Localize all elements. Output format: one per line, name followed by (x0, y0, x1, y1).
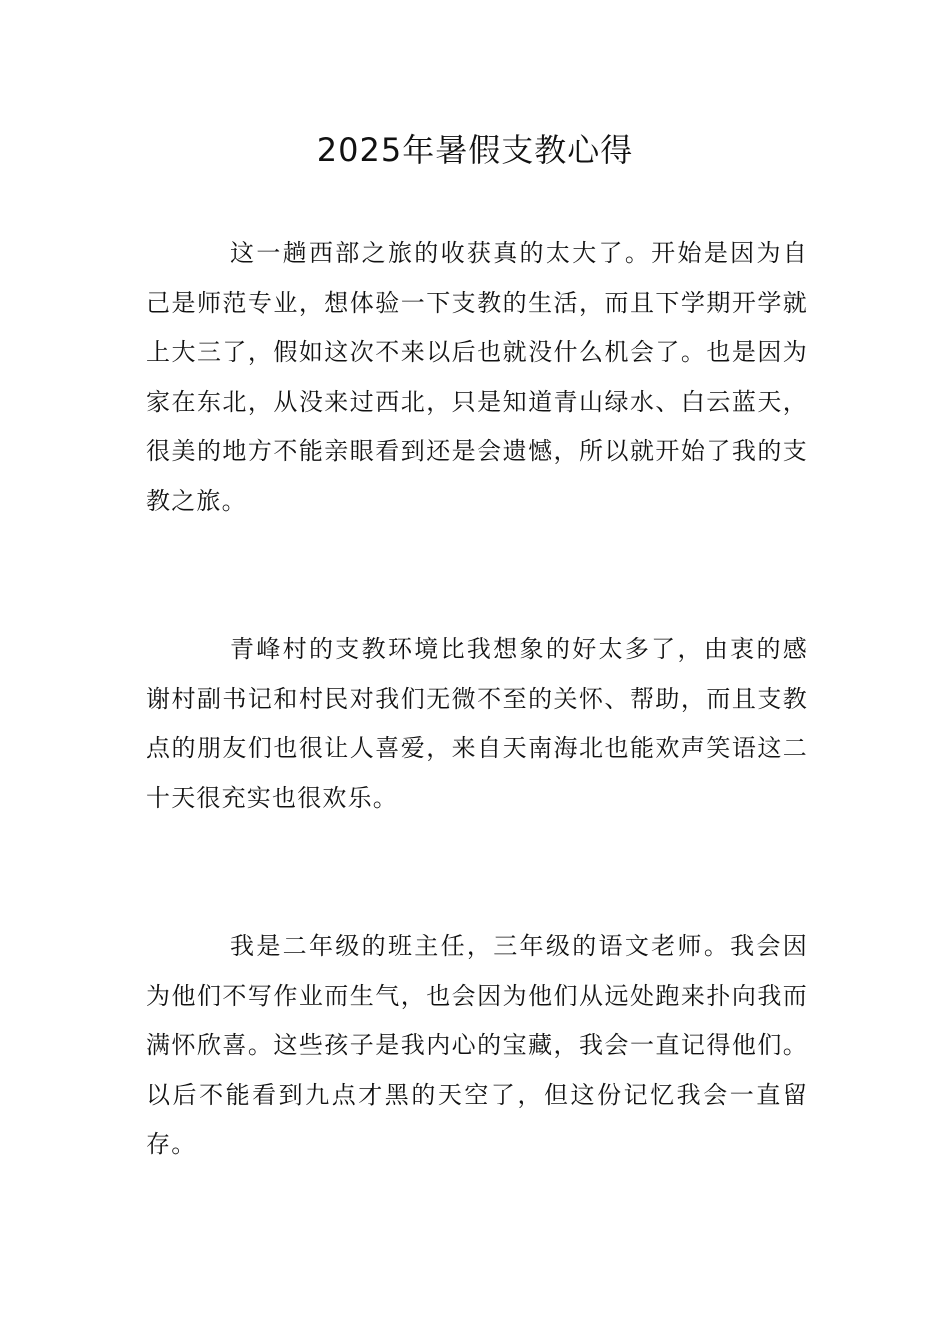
paragraph-2: 青峰村的支教环境比我想象的好太多了，由衷的感谢村副书记和村民对我们无微不至的关怀、帮助，而且支教点的朋友们也很让人喜爱，来自天南海北也能欢声笑语这二十天很充实也很欢乐。 (146, 635, 808, 812)
paragraph-3: 我是二年级的班主任，三年级的语文老师。我会因为他们不写作业而生气，也会因为他们从远处跑来扑向我而满怀欣喜。这些孩子是我内心的宝藏，我会一直记得他们。以后不能看到九点才黑的天空了，但这份记忆我会一直留存。 (146, 932, 808, 1158)
document-title: 2025年暑假支教心得 (316, 131, 634, 169)
paragraph-1: 这一趟西部之旅的收获真的太大了。开始是因为自己是师范专业，想体验一下支教的生活，而且下学期开学就上大三了，假如这次不来以后也就没什么机会了。也是因为家在东北，从没来过西北，只是知道青山绿水、白云蓝天，很美的地方不能亲眼看到还是会遗憾，所以就开始了我的支教之旅。 (146, 239, 808, 515)
